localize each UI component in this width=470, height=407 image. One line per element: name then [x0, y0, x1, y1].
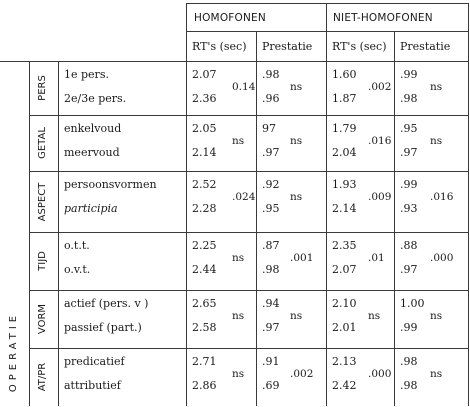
rt-niet-homofonen-cell: 2.01 [332, 321, 357, 334]
operatie-label: OPERATIE [8, 311, 19, 393]
horizontal-rule [29, 171, 468, 172]
rt-niet-homofonen-cell: 1.79 [332, 122, 357, 135]
prestatie-niet-homofonen-cell: .88 [400, 239, 418, 252]
header-rt-niet-homofonen: RT's (sec) [332, 40, 387, 53]
vertical-rule [326, 3, 327, 406]
rt-homofonen-cell: 2.52 [192, 178, 217, 191]
sig-prestatie-homofonen: ns [290, 81, 303, 93]
rt-homofonen-cell: 2.07 [192, 68, 217, 81]
prestatie-homofonen-cell: .98 [262, 68, 280, 81]
rt-niet-homofonen-cell: 2.35 [332, 239, 357, 252]
sig-rt-homofonen: .024 [232, 191, 256, 203]
vertical-rule [256, 31, 257, 406]
rt-niet-homofonen-cell: 2.04 [332, 146, 357, 159]
sig-prestatie-niet-homofonen: .000 [430, 252, 454, 264]
vertical-rule [186, 3, 187, 406]
horizontal-rule [29, 232, 468, 233]
prestatie-homofonen-cell: .97 [262, 321, 280, 334]
rt-niet-homofonen-cell: 2.10 [332, 297, 357, 310]
sig-rt-niet-homofonen: .000 [368, 368, 392, 380]
row-label: meervoud [64, 146, 120, 159]
group-label: VORM [37, 303, 48, 335]
rt-homofonen-cell: 2.86 [192, 379, 217, 392]
rt-homofonen-cell: 2.65 [192, 297, 217, 310]
prestatie-homofonen-cell: .98 [262, 263, 280, 276]
sig-rt-homofonen: 0.14 [232, 81, 256, 93]
rt-niet-homofonen-cell: 1.93 [332, 178, 357, 191]
prestatie-homofonen-cell: .92 [262, 178, 280, 191]
sig-prestatie-homofonen: ns [290, 191, 303, 203]
vertical-rule [468, 3, 469, 406]
prestatie-homofonen-cell: .91 [262, 355, 280, 368]
vertical-rule [58, 61, 59, 406]
horizontal-rule [29, 348, 468, 349]
prestatie-niet-homofonen-cell: .98 [400, 379, 418, 392]
sig-prestatie-niet-homofonen: ns [430, 81, 443, 93]
row-label: 1e pers. [64, 68, 109, 81]
group-label: AT/PR [37, 362, 48, 392]
sig-rt-niet-homofonen: .016 [368, 135, 392, 147]
row-label: o.t.t. [64, 239, 90, 252]
sig-rt-niet-homofonen: .01 [368, 252, 385, 264]
rt-homofonen-cell: 2.58 [192, 321, 217, 334]
sig-rt-homofonen: ns [232, 135, 245, 147]
header-rt-homofonen: RT's (sec) [192, 40, 247, 53]
row-label: passief (part.) [64, 321, 142, 334]
rt-niet-homofonen-cell: 2.42 [332, 379, 357, 392]
rt-niet-homofonen-cell: 1.60 [332, 68, 357, 81]
horizontal-rule [0, 61, 468, 62]
rt-niet-homofonen-cell: 2.14 [332, 202, 357, 215]
prestatie-niet-homofonen-cell: .93 [400, 202, 418, 215]
rt-homofonen-cell: 2.44 [192, 263, 217, 276]
prestatie-homofonen-cell: .94 [262, 297, 280, 310]
prestatie-homofonen-cell: .95 [262, 202, 280, 215]
row-label: actief (pers. v ) [64, 297, 149, 310]
sig-prestatie-niet-homofonen: ns [430, 368, 443, 380]
group-label: TIJD [37, 251, 48, 271]
sig-rt-homofonen: ns [232, 368, 245, 380]
prestatie-homofonen-cell: .96 [262, 92, 280, 105]
row-label: 2e/3e pers. [64, 92, 127, 105]
row-label: persoonsvormen [64, 178, 157, 191]
prestatie-niet-homofonen-cell: .99 [400, 321, 418, 334]
rt-homofonen-cell: 2.14 [192, 146, 217, 159]
sig-rt-niet-homofonen: .002 [368, 81, 392, 93]
vertical-rule [394, 31, 395, 406]
horizontal-rule [186, 3, 468, 4]
sig-prestatie-niet-homofonen: .016 [430, 191, 454, 203]
sig-prestatie-homofonen: ns [290, 135, 303, 147]
group-label: ASPECT [37, 182, 48, 221]
prestatie-niet-homofonen-cell: .97 [400, 263, 418, 276]
rt-homofonen-cell: 2.71 [192, 355, 217, 368]
prestatie-niet-homofonen-cell: 1.00 [400, 297, 425, 310]
sig-rt-niet-homofonen: ns [368, 310, 381, 322]
row-label: predicatief [64, 355, 125, 368]
row-label: attributief [64, 379, 121, 392]
sig-prestatie-homofonen: .002 [290, 368, 314, 380]
header-niet-homofonen: NIET-HOMOFONEN [333, 12, 433, 24]
prestatie-homofonen-cell: .97 [262, 146, 280, 159]
rt-homofonen-cell: 2.28 [192, 202, 217, 215]
row-label: enkelvoud [64, 122, 122, 135]
prestatie-niet-homofonen-cell: .98 [400, 92, 418, 105]
header-homofonen: HOMOFONEN [194, 12, 266, 24]
rt-homofonen-cell: 2.05 [192, 122, 217, 135]
horizontal-rule [186, 31, 468, 32]
group-label: PERS [37, 75, 48, 101]
sig-rt-homofonen: ns [232, 252, 245, 264]
sig-prestatie-homofonen: ns [290, 310, 303, 322]
vertical-rule [29, 61, 30, 406]
row-label: participia [64, 202, 118, 215]
horizontal-rule [29, 290, 468, 291]
rt-niet-homofonen-cell: 1.87 [332, 92, 357, 105]
prestatie-niet-homofonen-cell: .95 [400, 122, 418, 135]
rt-homofonen-cell: 2.36 [192, 92, 217, 105]
prestatie-homofonen-cell: .69 [262, 379, 280, 392]
row-label: o.v.t. [64, 263, 91, 276]
sig-prestatie-niet-homofonen: ns [430, 135, 443, 147]
rt-homofonen-cell: 2.25 [192, 239, 217, 252]
prestatie-niet-homofonen-cell: .99 [400, 68, 418, 81]
rt-niet-homofonen-cell: 2.13 [332, 355, 357, 368]
prestatie-niet-homofonen-cell: .98 [400, 355, 418, 368]
prestatie-niet-homofonen-cell: .97 [400, 146, 418, 159]
sig-prestatie-niet-homofonen: ns [430, 310, 443, 322]
horizontal-rule [29, 115, 468, 116]
prestatie-niet-homofonen-cell: .99 [400, 178, 418, 191]
header-prestatie-homofonen: Prestatie [262, 40, 313, 53]
rt-niet-homofonen-cell: 2.07 [332, 263, 357, 276]
sig-rt-niet-homofonen: .009 [368, 191, 392, 203]
sig-rt-homofonen: ns [232, 310, 245, 322]
group-label: GETAL [37, 127, 48, 159]
sig-prestatie-homofonen: .001 [290, 252, 314, 264]
header-prestatie-niet-homofonen: Prestatie [400, 40, 451, 53]
prestatie-homofonen-cell: .87 [262, 239, 280, 252]
prestatie-homofonen-cell: 97 [262, 122, 276, 135]
